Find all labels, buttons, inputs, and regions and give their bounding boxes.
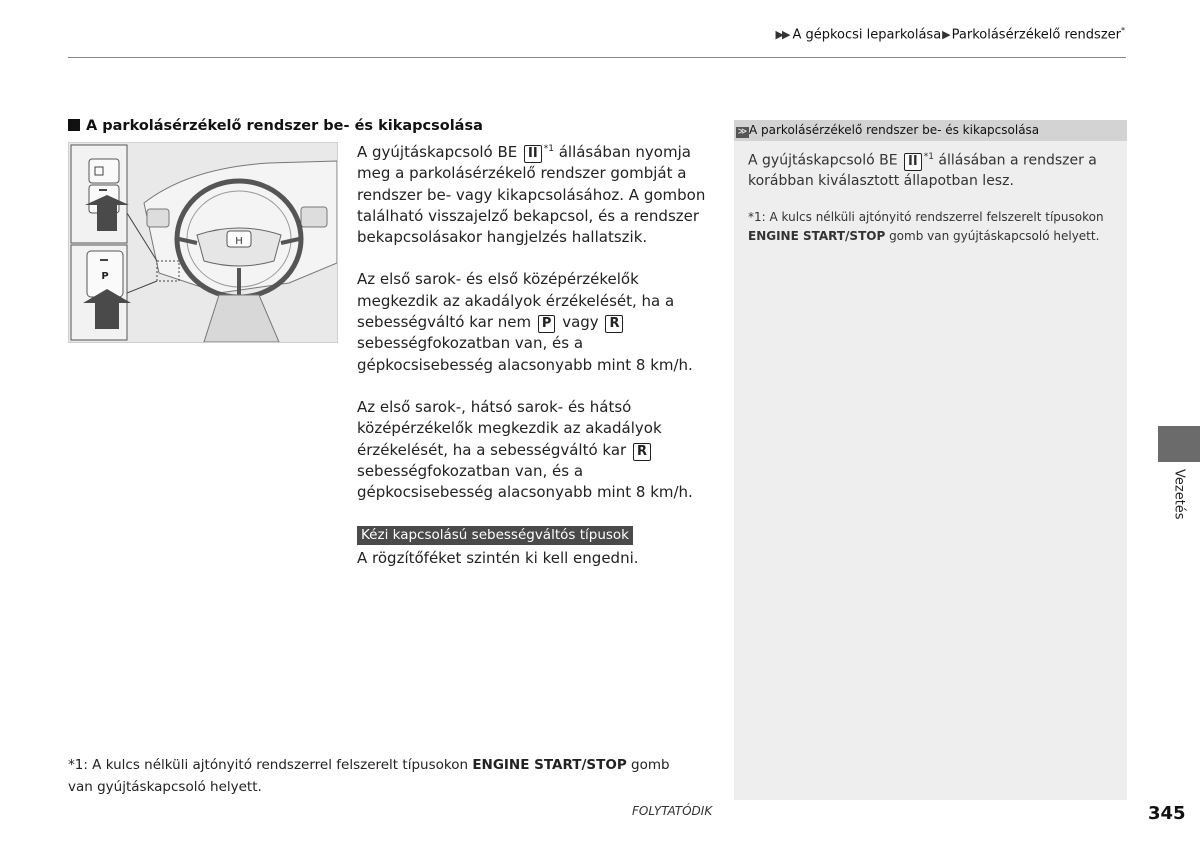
continues-label: FOLYTATÓDIK <box>632 804 713 818</box>
footnote-ref: *1 <box>923 152 934 162</box>
svg-text:P: P <box>101 271 109 282</box>
ignition-key-symbol: II <box>524 145 542 163</box>
footnote-prefix: *1: A kulcs nélküli ajtónyitó rendszerrel felszerelt típusokon <box>68 757 473 773</box>
section-heading-text: A parkolásérzékelő rendszer be- és kikapcsolása <box>86 118 483 134</box>
page-number: 345 <box>1148 803 1186 824</box>
reference-marker-icon: ≫ <box>737 127 748 137</box>
breadcrumb-part2[interactable]: Parkolásérzékelő rendszer <box>951 27 1121 43</box>
gear-r-symbol: R <box>633 443 651 461</box>
side-footnote-bold: ENGINE START/STOP <box>748 228 886 243</box>
footnote-suffix: gomb van gyújtáskapcsoló helyett. <box>68 757 670 795</box>
paragraph-1 <box>357 139 717 248</box>
square-bullet-icon <box>68 119 80 131</box>
page-footnote <box>68 754 688 798</box>
para1-text-a: A gyújtáskapcsoló BE <box>357 143 523 161</box>
section-heading <box>68 118 483 134</box>
side-note-title: A parkolásérzékelő rendszer be- és kikapcsolása <box>749 123 1040 137</box>
footnote-bold: ENGINE START/STOP <box>472 757 627 773</box>
dashboard-figure <box>68 142 338 343</box>
chapter-tab-label[interactable] <box>1158 464 1200 524</box>
side-note-body <box>734 141 1127 246</box>
header-rule <box>68 57 1126 58</box>
svg-text:H: H <box>235 236 243 247</box>
side-text-b: állásában a rendszer a korábban kiválasztott állapotban lesz. <box>748 152 1097 190</box>
footnote-ref: *1 <box>543 144 554 154</box>
manual-transmission-block <box>357 524 717 569</box>
double-arrow-icon: ▶▶ <box>775 28 789 42</box>
side-footnote <box>748 208 1113 246</box>
side-footnote-suffix: gomb van gyújtáskapcsoló helyett. <box>885 228 1100 243</box>
para3-text-a: Az első sarok-, hátsó sarok- és hátsó középérzékelők megkezdik az akadályok érzékelését, ha a sebességváltó kar <box>357 397 662 459</box>
main-text <box>357 139 717 569</box>
paragraph-2 <box>357 269 717 375</box>
breadcrumb-star: * <box>1121 26 1125 35</box>
paragraph-3 <box>357 397 717 503</box>
side-note-box <box>734 120 1127 800</box>
chapter-tab-text: Vezetés <box>1171 468 1187 520</box>
para2-text-b: sebességfokozatban van, és a gépkocsisebesség alacsonyabb mint 8 km/h. <box>357 334 693 374</box>
para1-text-b: állásában nyomja meg a parkolásérzékelő rendszer gombját a rendszer be- vagy kikapcsolásához. A gombon található visszajelző bekapcsol, és a rendszer bekapcsolásakor hangjelzés hallatszik. <box>357 143 706 247</box>
side-note-text <box>748 147 1113 192</box>
gear-p-symbol: P <box>538 315 556 333</box>
manual-transmission-text: A rögzítőféket szintén ki kell engedni. <box>357 548 639 567</box>
para2-text-a: Az első sarok- és első középérzékelők megkezdik az akadályok érzékelését, ha a sebességváltó kar nem <box>357 270 675 332</box>
breadcrumb <box>776 26 1125 42</box>
para3-text-b: sebességfokozatban van, és a gépkocsisebesség alacsonyabb mint 8 km/h. <box>357 461 693 502</box>
gear-r-symbol: R <box>605 315 623 333</box>
arrow-icon: ▶ <box>942 28 951 42</box>
ignition-key-symbol: II <box>904 153 922 171</box>
side-footnote-prefix: *1: A kulcs nélküli ajtónyitó rendszerrel felszerelt típusokon <box>748 209 1104 224</box>
chapter-tab[interactable] <box>1158 426 1200 462</box>
breadcrumb-part1[interactable]: A gépkocsi leparkolása <box>792 27 942 43</box>
side-note-header <box>734 120 1127 141</box>
manual-transmission-tag: Kézi kapcsolású sebességváltós típusok <box>357 526 633 545</box>
para2-text-mid: vagy <box>557 313 604 332</box>
steering-wheel-illustration <box>69 143 337 342</box>
side-text-a: A gyújtáskapcsoló BE <box>748 152 903 169</box>
